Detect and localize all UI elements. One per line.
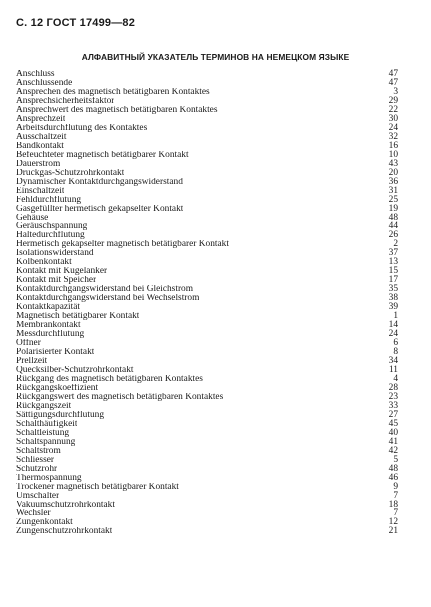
entry-term: Quecksilber-Schutzrohrkontakt: [16, 365, 134, 375]
index-entry: [16, 214, 398, 223]
entry-number: 7: [393, 490, 398, 501]
index-entry: [16, 160, 398, 169]
entry-term: Einschaltzeit: [16, 186, 65, 196]
entry-number: 45: [388, 418, 398, 429]
entry-number: 8: [393, 347, 398, 358]
entry-term: Sättigungsdurchflutung: [16, 410, 105, 420]
entry-number: 7: [393, 508, 398, 519]
entry-term: Wechsler: [16, 509, 51, 519]
entry-term: Rückgangszeit: [16, 401, 72, 411]
index-entry: [16, 339, 398, 348]
entry-number: 20: [388, 167, 398, 178]
index-entry: [16, 231, 398, 240]
entry-term: Kontakt mit Speicher: [16, 276, 97, 286]
entry-term: Dauerstrom: [16, 159, 61, 169]
entry-number: 1: [393, 311, 398, 322]
entry-number: 47: [388, 69, 398, 79]
entry-number: 36: [388, 176, 398, 187]
entry-term: Zungenkontakt: [16, 518, 73, 528]
entry-term: Kontaktdurchgangswiderstand bei Wechselstrom: [16, 294, 200, 304]
entry-number: 24: [388, 122, 398, 133]
entry-number: 14: [388, 320, 398, 331]
index-entry: [16, 411, 398, 420]
entry-number: 18: [388, 499, 398, 510]
term-index-list: [16, 70, 398, 536]
entry-number: 31: [388, 185, 398, 196]
entry-term: Schaltspannung: [16, 437, 76, 447]
entry-number: 37: [388, 248, 398, 259]
entry-term: Bandkontakt: [16, 141, 64, 151]
entry-term: Kolbenkontakt: [16, 258, 72, 268]
index-entry: [16, 420, 398, 429]
entry-number: 42: [388, 445, 398, 456]
entry-term: Umschalter: [16, 491, 60, 501]
index-entry: [16, 447, 398, 456]
entry-number: 23: [388, 391, 398, 402]
entry-number: 15: [388, 266, 398, 277]
entry-number: 27: [388, 409, 398, 420]
entry-term: Rückgangskoeffizient: [16, 383, 99, 393]
entry-term: Prellzeit: [16, 357, 48, 366]
entry-number: 38: [388, 293, 398, 304]
entry-number: 46: [388, 472, 398, 483]
index-entry: [16, 357, 398, 366]
entry-number: 34: [388, 356, 398, 366]
index-entry: [16, 97, 398, 106]
entry-term: Geräuschspannung: [16, 222, 88, 232]
index-entry: [16, 115, 398, 124]
index-entry: [16, 456, 398, 465]
entry-term: Fehldurchflutung: [16, 195, 82, 205]
entry-number: 4: [393, 373, 398, 384]
entry-number: 48: [388, 212, 398, 223]
entry-number: 19: [388, 203, 398, 214]
entry-number: 9: [393, 481, 398, 492]
index-entry: [16, 187, 398, 196]
entry-term: Gasgefüllter hermetisch gekapselter Kontakt: [16, 204, 184, 214]
entry-number: 16: [388, 140, 398, 151]
index-entry: [16, 267, 398, 276]
index-entry: [16, 205, 398, 214]
entry-term: Anschluss: [16, 70, 55, 79]
index-entry: [16, 276, 398, 285]
index-entry: [16, 285, 398, 294]
entry-term: Haltedurchflutung: [16, 231, 85, 241]
entry-term: Rückgangswert des magnetisch betätigbaren Kontaktes: [16, 392, 224, 402]
entry-term: Ansprechen des magnetisch betätigbaren Kontaktes: [16, 87, 210, 97]
index-entry: [16, 321, 398, 330]
entry-term: Polarisierter Kontakt: [16, 348, 95, 358]
entry-term: Schutzrohr: [16, 464, 58, 474]
entry-term: Schalthäufigkeit: [16, 419, 78, 429]
entry-number: 30: [388, 113, 398, 124]
index-entry: [16, 348, 398, 357]
index-entry: [16, 527, 398, 536]
index-entry: [16, 303, 398, 312]
index-entry: [16, 240, 398, 249]
index-entry: [16, 465, 398, 474]
index-entry: [16, 88, 398, 97]
entry-number: 29: [388, 95, 398, 106]
entry-number: 43: [388, 158, 398, 169]
index-entry: [16, 294, 398, 303]
entry-term: Ausschaltzeit: [16, 132, 67, 142]
entry-term: Zungenschutzrohrkontakt: [16, 527, 113, 537]
index-entry: [16, 222, 398, 231]
entry-term: Vakuumschutzrohrkontakt: [16, 500, 115, 510]
index-entry: [16, 429, 398, 438]
entry-number: 12: [388, 517, 398, 528]
index-entry: [16, 366, 398, 375]
index-entry: [16, 474, 398, 483]
entry-term: Kontaktdurchgangswiderstand bei Gleichstrom: [16, 285, 194, 295]
entry-term: Offner: [16, 339, 41, 349]
entry-term: Kontakt mit Kugelanker: [16, 267, 108, 277]
entry-term: Isolationswiderstand: [16, 249, 94, 259]
entry-number: 22: [388, 104, 398, 115]
index-entry: [16, 501, 398, 510]
entry-number: 17: [388, 275, 398, 286]
entry-number: 32: [388, 131, 398, 142]
entry-number: 10: [388, 149, 398, 160]
entry-number: 40: [388, 427, 398, 438]
index-entry: [16, 169, 398, 178]
index-entry: [16, 483, 398, 492]
entry-term: Gehäuse: [16, 213, 49, 223]
entry-number: 5: [393, 454, 398, 465]
index-entry: [16, 384, 398, 393]
index-entry: [16, 70, 398, 79]
entry-number: 25: [388, 194, 398, 205]
index-entry: [16, 106, 398, 115]
index-entry: [16, 249, 398, 258]
index-entry: [16, 375, 398, 384]
page-header: С. 12 ГОСТ 17499—82: [16, 17, 136, 29]
entry-number: 28: [388, 382, 398, 393]
index-entry: [16, 518, 398, 527]
entry-number: 47: [388, 77, 398, 88]
index-entry: [16, 178, 398, 187]
index-entry: [16, 509, 398, 518]
entry-term: Anschlussende: [16, 78, 73, 88]
entry-term: Schliesser: [16, 455, 55, 465]
index-entry: [16, 402, 398, 411]
entry-number: 33: [388, 400, 398, 411]
entry-term: Schaltstrom: [16, 446, 61, 456]
index-entry: [16, 142, 398, 151]
entry-term: Kontaktkapazität: [16, 303, 81, 313]
entry-number: 39: [388, 302, 398, 313]
index-entry: [16, 151, 398, 160]
entry-number: 35: [388, 284, 398, 295]
entry-number: 6: [393, 338, 398, 349]
entry-number: 2: [393, 239, 398, 250]
index-entry: [16, 133, 398, 142]
entry-number: 48: [388, 463, 398, 474]
index-entry: [16, 79, 398, 88]
index-entry: [16, 196, 398, 205]
index-entry: [16, 492, 398, 501]
entry-term: Messdurchflutung: [16, 330, 85, 340]
entry-term: Ansprechzeit: [16, 114, 66, 124]
index-entry: [16, 258, 398, 267]
entry-term: Ansprechsicherheitsfaktor: [16, 96, 115, 106]
entry-term: Thermospannung: [16, 473, 82, 483]
entry-number: 26: [388, 230, 398, 241]
entry-number: 3: [393, 86, 398, 97]
entry-number: 11: [388, 364, 398, 375]
page-title: АЛФАВИТНЫЙ УКАЗАТЕЛЬ ТЕРМИНОВ НА НЕМЕЦКОМ ЯЗЫКЕ: [81, 52, 350, 62]
index-entry: [16, 124, 398, 133]
entry-term: Befeuchteter magnetisch betätigbarer Kontakt: [16, 150, 189, 160]
entry-number: 44: [388, 221, 398, 232]
entry-number: 21: [388, 526, 398, 537]
entry-term: Membrankontakt: [16, 321, 81, 331]
index-entry: [16, 312, 398, 321]
entry-term: Magnetisch betätigbarer Kontakt: [16, 312, 140, 322]
index-entry: [16, 330, 398, 339]
entry-number: 13: [388, 257, 398, 268]
entry-term: Schaltleistung: [16, 428, 70, 438]
entry-term: Arbeitsdurchflutung des Kontaktes: [16, 123, 148, 133]
entry-number: 24: [388, 329, 398, 340]
index-entry: [16, 438, 398, 447]
entry-term: Ansprechwert des magnetisch betätigbaren Kontaktes: [16, 105, 218, 115]
entry-term: Dynamischer Kontaktdurchgangswiderstand: [16, 177, 183, 187]
entry-term: Hermetisch gekapselter magnetisch betätigbarer Kontakt: [16, 240, 229, 250]
entry-term: Trockener magnetisch betätigbarer Kontakt: [16, 482, 179, 492]
index-entry: [16, 393, 398, 402]
entry-number: 41: [388, 436, 398, 447]
entry-term: Rückgang des magnetisch betätigbaren Kontaktes: [16, 374, 203, 384]
entry-term: Druckgas-Schutzrohrkontakt: [16, 168, 125, 178]
